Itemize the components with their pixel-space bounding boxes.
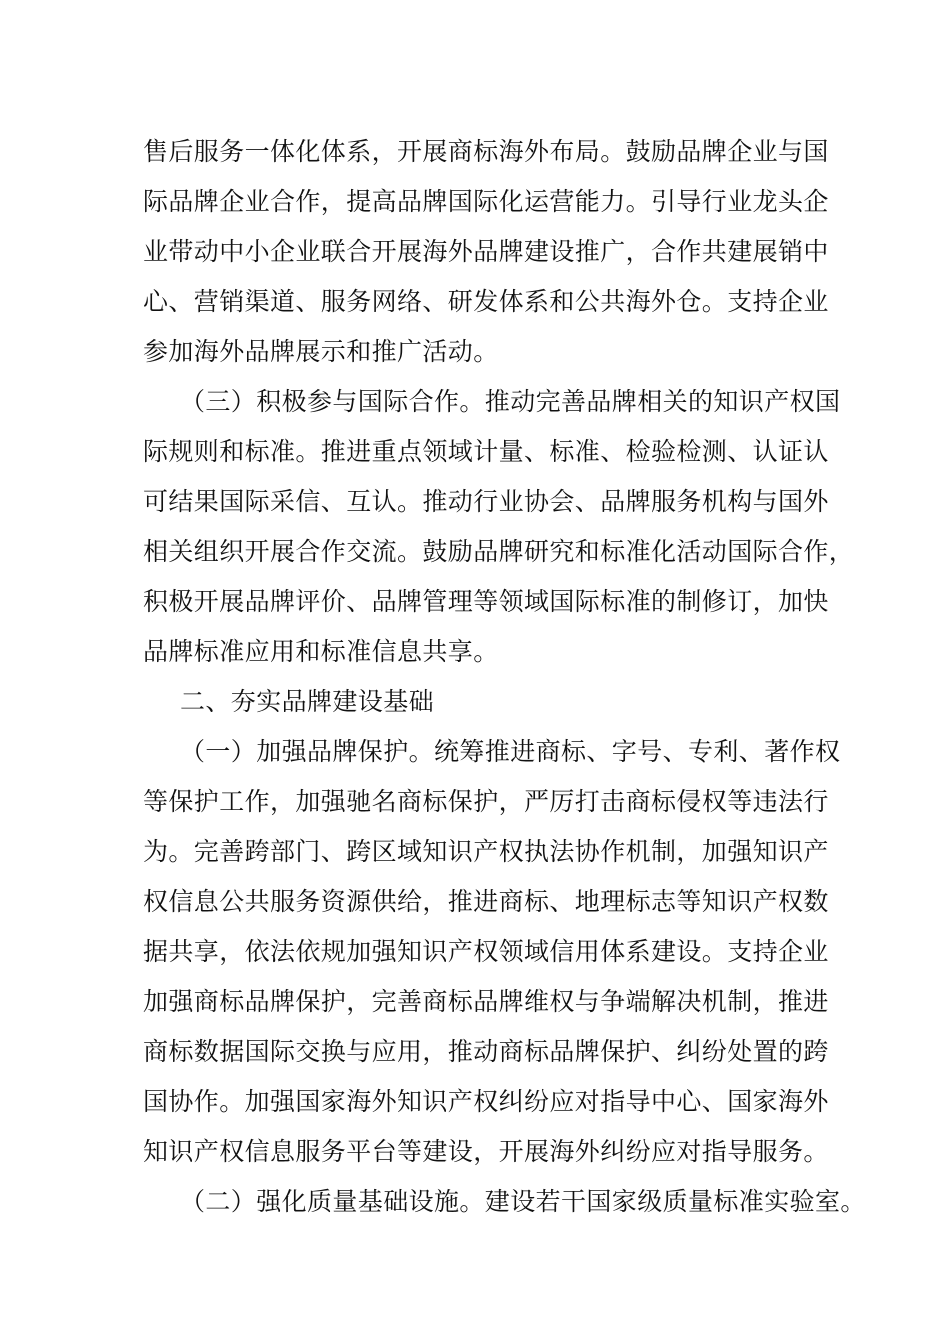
paragraph-line: 际规则和标准。推进重点领域计量、标准、检验检测、认证认 <box>143 437 829 466</box>
paragraph-line: 等保护工作，加强驰名商标保护，严厉打击商标侵权等违法行 <box>143 787 829 816</box>
paragraph-line: 品牌标准应用和标准信息共享。 <box>143 637 499 666</box>
paragraph-line: 相关组织开展合作交流。鼓励品牌研究和标准化活动国际合作， <box>143 537 855 566</box>
paragraph-line: 权信息公共服务资源供给，推进商标、地理标志等知识产权数 <box>143 887 829 916</box>
paragraph-line: 加强商标品牌保护，完善商标品牌维权与争端解决机制，推进 <box>143 987 829 1016</box>
paragraph-line: 商标数据国际交换与应用，推动商标品牌保护、纠纷处置的跨 <box>143 1037 829 1066</box>
section-heading: 二、夯实品牌建设基础 <box>180 687 435 716</box>
subsection-heading-line: （三）积极参与国际合作。推动完善品牌相关的知识产权国 <box>180 387 841 416</box>
paragraph-line: 积极开展品牌评价、品牌管理等领域国际标准的制修订，加快 <box>143 587 829 616</box>
paragraph-line: 售后服务一体化体系，开展商标海外布局。鼓励品牌企业与国 <box>143 137 829 166</box>
paragraph-line: 业带动中小企业联合开展海外品牌建设推广，合作共建展销中 <box>143 237 829 266</box>
paragraph-line: 为。完善跨部门、跨区域知识产权执法协作机制，加强知识产 <box>143 837 829 866</box>
paragraph-line: 据共享，依法依规加强知识产权领域信用体系建设。支持企业 <box>143 937 829 966</box>
paragraph-line: 知识产权信息服务平台等建设，开展海外纠纷应对指导服务。 <box>143 1137 829 1166</box>
subsection-heading-line: （一）加强品牌保护。统筹推进商标、字号、专利、著作权 <box>180 737 841 766</box>
paragraph-line: 可结果国际采信、互认。推动行业协会、品牌服务机构与国外 <box>143 487 829 516</box>
subsection-heading-line: （二）强化质量基础设施。建设若干国家级质量标准实验室。 <box>180 1187 866 1216</box>
paragraph-line: 心、营销渠道、服务网络、研发体系和公共海外仓。支持企业 <box>143 287 829 316</box>
paragraph-line: 际品牌企业合作，提高品牌国际化运营能力。引导行业龙头企 <box>143 187 829 216</box>
paragraph-line: 参加海外品牌展示和推广活动。 <box>143 337 499 366</box>
paragraph-line: 国协作。加强国家海外知识产权纠纷应对指导中心、国家海外 <box>143 1087 829 1116</box>
